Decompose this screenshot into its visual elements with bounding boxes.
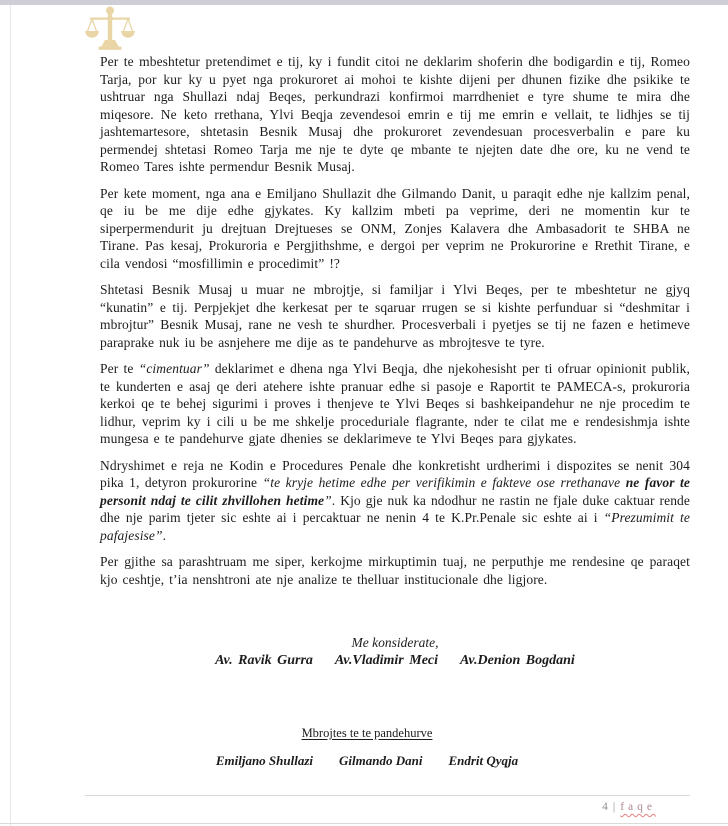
paragraph-text: . Kjo gje nuk ka ndodhur ne rastin ne fjale duke caktuar rende dhe nje parim tjeter sic eshte ai i percaktuar ne nenin 4 te K.Pr.Penale sic eshte ai i <box>100 492 690 525</box>
document-body <box>100 53 690 597</box>
paragraph-text: Shtetasi Besnik Musaj u muar ne mbrojtje, si familjar i Ylvi Beqes, per te mbeshtetur ne gjyq “kunatin” e tij. Perpjekjet dhe kerkesat per te sqaruar rrugen se si kishte perfunduar si “deshmitar i mbrojtur” Besnik Musaj, rane ne vesh te shurdher. Procesverbali i pyetjes se tij ne fazen e hetimeve paraprake nuk iu be asnjehere me dije as te pandehurve as mbrojtesve te tyre. <box>100 282 690 350</box>
law-quote-close: ” <box>324 492 332 508</box>
defenders-heading: Mbrojtes te te pandehurve <box>301 726 433 740</box>
paragraph-text: deklarimet e dhena nga Ylvi Beqja, dhe njekohesisht per ti ofruar opinionit publik, te kunderten e asaj qe deri atehere ishte pranuar edhe si pasoje e Raportit te PAMECA-s, prokuroria kerkoi qe te behej sigurimi i proves i thenjeve te Ylvi Beqes si bashkeipandehur ne nje procedim te lidhur, veprim ky i cili u be me shkelje proceduriale flagrante, nder te cilat me e rendesishmja ishte mungesa e te pandehurve gjate dhenies se deklarimeve te Ylvi Beqes para gjykates. <box>100 361 690 446</box>
law-quote-emphasis: ne favor te personit ndaj te cilit zhvillohen hetime <box>100 475 691 508</box>
closing-salutation: Me konsiderate, <box>351 635 439 650</box>
page-number: 4 <box>602 801 608 813</box>
lawyer-name: Av. Ravik Gurra <box>215 653 313 668</box>
paragraph-text: . <box>162 527 167 543</box>
lawyer-signatures <box>100 652 690 669</box>
paragraph-text: Per gjithe sa parashtruam me siper, kerkojme mirkuptimin tuaj, ne perputhje me rendesine qe paraqet kjo ceshtje, t’ia nenshtroni ate nje analize te thelluar institucionale dhe ligjore. <box>100 554 690 587</box>
scales-of-justice-icon <box>84 5 136 52</box>
defendant-name: Gilmando Dani <box>339 753 423 768</box>
paragraph-1 <box>100 53 690 176</box>
paragraph-text: Per te mbeshtetur pretendimet e tij, ky i fundit citoi ne deklarim shoferin dhe bodigardin e tij, Romeo Tarja, por kur ky u pyet nga prokuroret ai mohoi te kishte dijeni per dhunen fizike dhe psikike te ushtruar nga Shullazi ndaj Beqes, perkundrazi konfirmoi marrdheniet e tyre shume te mira dhe miqesore. Ne keto rrethana, Ylvi Beqja zevendesoi emrin e tij me emrin e vellait, te lidhjes se tij jashtemartesore, shtetasin Besnik Musaj dhe prokuroret zevendesuan procesverbalin e pare ku permendej shtetasi Romeo Tarja me nje te dyte qe mbante te njejten date dhe ore, ku ne vend te Romeo Tares ishte permendur Besnik Musaj. <box>100 54 690 174</box>
paragraph-5 <box>100 457 690 545</box>
page-word-misspelled: faqe <box>620 801 656 813</box>
paragraph-text: Ndryshimet e reja ne Kodin e Procedures Penale dhe konkretisht urdherimi i dispozites se nenit 304 pika 1, detyron prokurorine <box>100 457 690 490</box>
paragraph-text: Per te <box>100 361 139 376</box>
paragraph-text: Per kete moment, nga ana e Emiljano Shullazit dhe Gilmando Danit, u paraqit edhe nje kallzim penal, qe iu be me dije edhe gjykates. Ky kallzim mbeti pa veprime, deri ne momentin kur te siperpermendurit ju drejtuan Drejtueses se ONM, Zonjes Kalavera dhe Ambasadorit te SHBA ne Tirane. Pas kesaj, Prokuroria e Pergjithshme, e dergoi per veprim ne Prokurorine e Rrethit Tirane, e cila vendosi “mosfillimin e procedimit” !? <box>100 185 690 271</box>
paragraph-4 <box>100 360 690 448</box>
page-left-edge <box>10 5 11 826</box>
quoted-term: “cimentuar” <box>138 361 210 376</box>
signature-block <box>100 635 690 669</box>
defendant-names <box>72 753 662 769</box>
law-quote: “te kryje hetime edhe per verifikimin e fakteve ose rrethanave <box>262 475 626 490</box>
footer-separator-line <box>85 795 690 796</box>
principle-quote: “Prezumimit te pafajesise” <box>100 510 690 543</box>
defenders-block <box>72 724 662 769</box>
lawyer-name: Av.Denion Bogdani <box>460 653 575 668</box>
paragraph-6 <box>100 553 690 588</box>
defendant-name: Endrit Qyqja <box>448 753 519 768</box>
footer-divider: | <box>612 801 616 813</box>
defendant-name: Emiljano Shullazi <box>215 753 314 768</box>
page-bottom-edge <box>0 823 728 824</box>
paragraph-3 <box>100 281 690 351</box>
paragraph-2 <box>100 185 690 273</box>
lawyer-name: Av.Vladimir Meci <box>334 653 439 668</box>
page-footer <box>602 801 656 813</box>
